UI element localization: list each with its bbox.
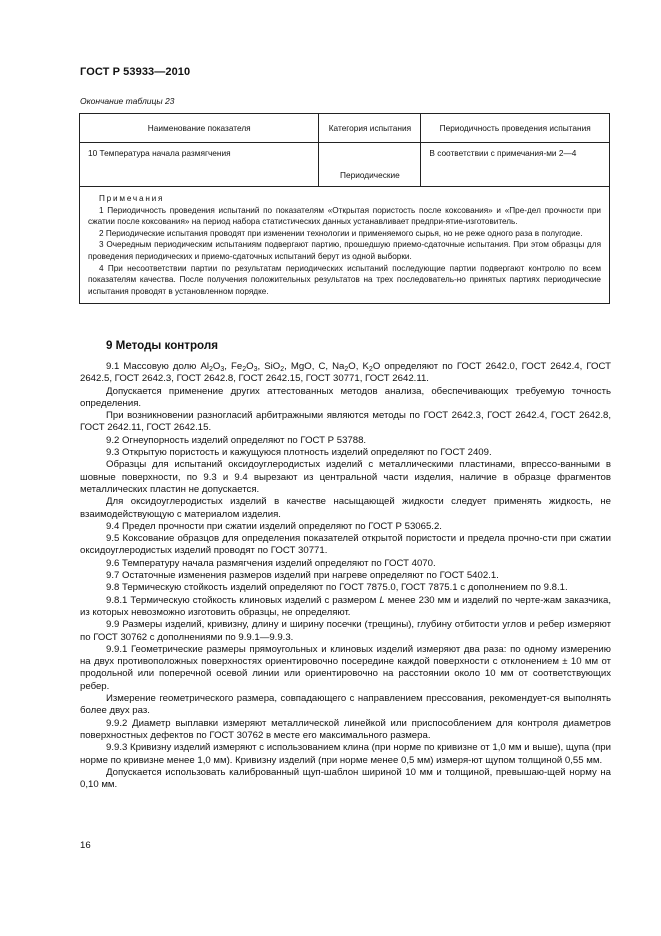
paragraph-9-5: 9.5 Коксование образцов для определения показателей открытой пористости и предела прочно-сти при сжатии оксидоуглеродистых изделий проводят по ГОСТ 30771. <box>80 533 611 557</box>
paragraph: Допускается применение других аттестованных методов анализа, обеспечивающих требуемую точность определения. <box>80 385 611 409</box>
cell-indicator-name: 10 Температура начала размягчения <box>80 143 319 187</box>
paragraph: При возникновении разногласий арбитражными являются методы по ГОСТ 2642.3, ГОСТ 2642.4, ГОСТ 2642.8, ГОСТ 2642.11, ГОСТ 2642.15. <box>80 410 611 434</box>
paragraph-9-7: 9.7 Остаточные изменения размеров изделий при нагреве определяют по ГОСТ 5402.1. <box>106 570 499 582</box>
paragraph: Измерение геометрического размера, совпадающего с направлением прессования, рекомендует-ся выполнять более двух раз. <box>80 693 611 717</box>
paragraph-9-9-2: 9.9.2 Диаметр выплавки измеряют металлической линейкой или приспособлением для контроля диаметров поверхностных дефектов по ГОСТ 30762 в месте его максимального размера. <box>80 717 611 741</box>
paragraph-9-9-3: 9.9.3 Кривизну изделий измеряют с использованием клина (при норме по кривизне от 1,0 мм и выше), щупа (при норме по кривизне менее 1,0 мм). Кривизну изделий (при норме менее 0,5 мм) измеря-ют щупом толщиной 0,55 мм. <box>80 742 611 766</box>
paragraph-9-3: 9.3 Открытую пористость и кажущуюся плотность изделий определяют по ГОСТ 2409. <box>106 447 492 459</box>
section-title: 9 Методы контроля <box>106 339 218 352</box>
paragraph-9-9-1: 9.9.1 Геометрические размеры прямоугольных и клиновых изделий измеряют два раза: по одному измерению на двух противоположных поверхностях ориентировочно посередине каждой поверхности с отклонением ± 10 мм от продольной или поперечной осевой линии или ориентировочно на расстоянии около 10 мм от соответствующих ребер. <box>80 643 611 692</box>
column-header-category: Категория испытания <box>319 114 421 143</box>
paragraph: Образцы для испытаний оксидоуглеродистых изделий с металлическими пластинами, впрессо-ванными в шовные поверхности, по 9.3 и 9.4 вырезают из центральной части изделия, наличие в образце фрагментов металлических пластин не допускается. <box>80 459 611 495</box>
document-header: ГОСТ Р 53933—2010 <box>80 66 191 78</box>
table-notes <box>80 187 610 304</box>
cell-category: Периодические <box>319 143 421 187</box>
paragraph-9-1: 9.1 Массовую долю $Al_2O_3$, $Fe_2O_3$, SiO$_2$, MgO, C, $Na_2O$, $K_2O$ определяют по ГОСТ 2642.0, ГОСТ 2642.4, ГОСТ 2642.5, ГОСТ 2642.3, ГОСТ 2642.8, ГОСТ 2642.15, ГОСТ 30771, ГОСТ 2642.11. <box>80 361 611 385</box>
table-caption: Окончание таблицы 23 <box>80 96 175 106</box>
section-body <box>80 361 611 791</box>
table-row <box>80 143 610 187</box>
cell-periodicity: В соответствии с примечания-ми 2—4 <box>421 143 610 187</box>
column-header-indicator: Наименование показателя <box>80 114 319 143</box>
paragraph-9-2: 9.2 Огнеупорность изделий определяют по ГОСТ Р 53788. <box>106 434 367 446</box>
note-4: 4 При несоответствии партии по результатам периодических испытаний последующие партии подвергают контролю по всем показателям качества. После получения положительных результатов на трех последователь-но принятых партиях периодические испытания проводят в установленном порядке. <box>88 263 601 296</box>
column-header-periodicity: Периодичность проведения испытания <box>421 114 610 143</box>
table-23-end <box>79 113 610 304</box>
table-header-row <box>80 114 610 143</box>
paragraph: Для оксидоуглеродистых изделий в качестве насыщающей жидкости следует применять жидкость, не взаимодействующую с материалом изделия. <box>80 496 611 520</box>
paragraph-9-6: 9.6 Температуру начала размягчения изделий определяют по ГОСТ 4070. <box>106 557 436 569</box>
note-1: 1 Периодичность проведения испытаний по показателям «Открытая пористость после коксования» и «Пре-дел прочности при сжатии после коксования» на период набора статистических данных устанавливает предпри-ятие-изготовитель. <box>88 205 601 227</box>
note-3: 3 Очередным периодическим испытаниям подвергают партию, прошедшую приемо-сдаточные испытания. При этом образцы для проведения периодических и приемо-сдаточных испытаний берут из одной выборки. <box>88 240 601 261</box>
paragraph-9-9: 9.9 Размеры изделий, кривизну, длину и ширину посечки (трещины), глубину отбитости углов и ребер измеряют по ГОСТ 30762 с дополнениями по 9.9.1—9.9.3. <box>80 619 611 643</box>
notes-heading: Примечания <box>99 194 165 203</box>
paragraph-9-4: 9.4 Предел прочности при сжатии изделий определяют по ГОСТ Р 53065.2. <box>106 520 442 532</box>
paragraph-9-8: 9.8 Термическую стойкость изделий определяют по ГОСТ 7875.0, ГОСТ 7875.1 с дополнением по 9.8.1. <box>106 582 568 594</box>
note-2: 2 Периодические испытания проводят при изменении технологии и применяемого сырья, но не реже одного раза в полугодие. <box>99 228 583 238</box>
table-notes-row <box>80 187 610 304</box>
page-number: 16 <box>80 840 91 851</box>
paragraph: Допускается использовать калиброванный щуп-шаблон шириной 10 мм и толщиной, превышаю-щей норму на 0,10 мм. <box>80 766 611 791</box>
paragraph-9-8-1: 9.8.1 Термическую стойкость клиновых изделий с размером L менее 230 мм и изделий по черте-жам заказчика, из которых невозможно изготовить образцы, не определяют. <box>80 594 611 618</box>
